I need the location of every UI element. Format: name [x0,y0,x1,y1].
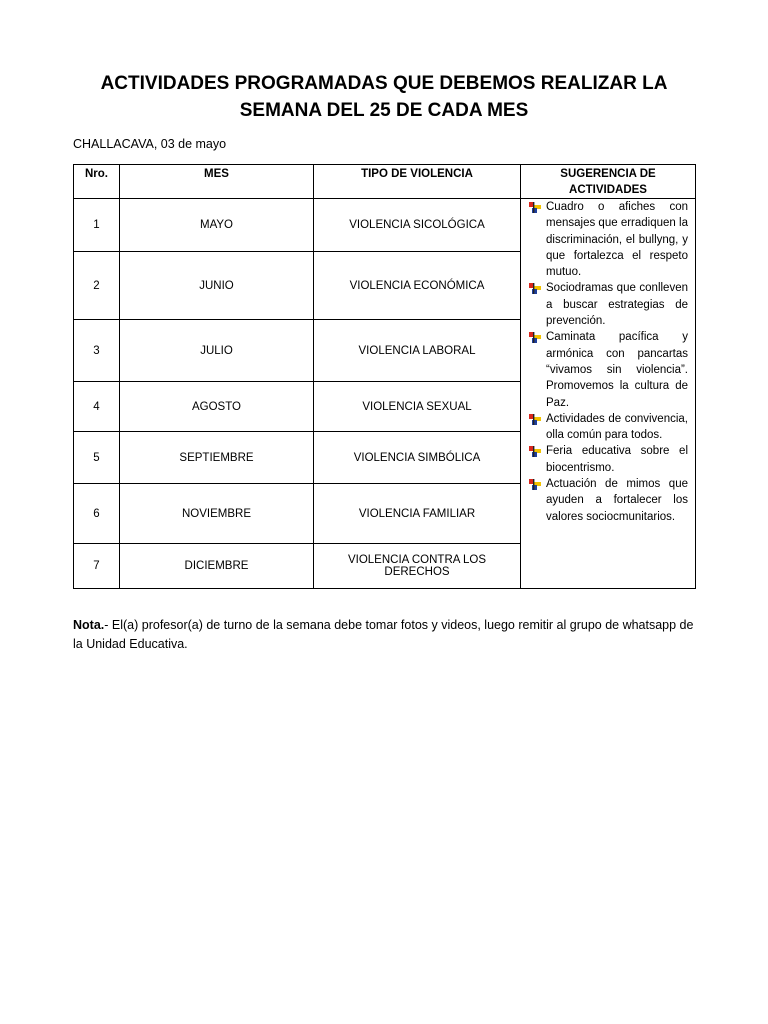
suggestion-item [529,199,688,280]
cell-mes: SEPTIEMBRE [120,432,314,484]
cell-mes: DICIEMBRE [120,544,314,589]
suggestion-item [529,411,688,444]
suggestion-text: Caminata pacífica y armónica con pancartas “vivamos sin violencia”. Promovemos la cultura de Paz. [546,331,688,409]
colored-flag-bullet-icon [529,202,541,213]
cell-nro: 5 [74,432,120,484]
colored-flag-bullet-icon [529,414,541,425]
cell-mes: AGOSTO [120,382,314,432]
suggestion-item [529,476,688,525]
suggestion-item [529,280,688,329]
note-label: Nota. [73,618,105,632]
suggestions-list [529,199,688,525]
suggestion-text: Actividades de convivencia, olla común para todos. [546,412,688,442]
cell-tipo: VIOLENCIA SIMBÓLICA [314,432,521,484]
suggestion-text: Cuadro o afiches con mensajes que erradiquen la discriminación, el bullyng, y que fortalezca el respeto mutuo. [546,201,688,279]
suggestion-text: Sociodramas que conlleven a buscar estrategias de prevención. [546,282,688,328]
suggestion-text: Feria educativa sobre el biocentrismo. [546,445,688,474]
place-date: CHALLACAVA, 03 de mayo [73,137,227,151]
cell-tipo: VIOLENCIA ECONÓMICA [314,252,521,320]
colored-flag-bullet-icon [529,479,541,490]
header-sugerencia-line-2: ACTIVIDADES [569,184,647,196]
cell-tipo: VIOLENCIA FAMILIAR [314,484,521,544]
colored-flag-bullet-icon [529,283,541,294]
header-nro: Nro. [74,165,120,199]
cell-nro: 4 [74,382,120,432]
header-sugerencia [521,165,696,199]
cell-nro: 6 [74,484,120,544]
cell-nro: 2 [74,252,120,320]
table-header-row [74,165,696,199]
cell-tipo: VIOLENCIA CONTRA LOS DERECHOS [314,544,521,589]
note-text: - El(a) profesor(a) de turno de la semana debe tomar fotos y videos, luego remitir al grupo de whatsapp de la Unidad Educativa. [73,618,694,651]
footer-note [73,616,703,654]
cell-mes: JULIO [120,320,314,382]
suggestion-item [529,329,688,410]
suggestion-item [529,443,688,476]
document-title [60,70,708,124]
header-mes: MES [120,165,314,199]
cell-nro: 3 [74,320,120,382]
cell-mes: JUNIO [120,252,314,320]
title-line-2: SEMANA DEL 25 DE CADA MES [239,100,529,121]
cell-tipo: VIOLENCIA SEXUAL [314,382,521,432]
activities-table [73,164,696,589]
suggestion-text: Actuación de mimos que ayuden a fortalecer los valores sociocmunitarios. [546,478,688,523]
suggestions-cell [521,199,696,589]
cell-tipo: VIOLENCIA LABORAL [314,320,521,382]
cell-mes: NOVIEMBRE [120,484,314,544]
header-tipo: TIPO DE VIOLENCIA [314,165,521,199]
cell-tipo: VIOLENCIA SICOLÓGICA [314,199,521,252]
table-row [74,199,696,252]
header-sugerencia-line-1: SUGERENCIA DE [560,168,656,180]
title-line-1: ACTIVIDADES PROGRAMADAS QUE DEBEMOS REALIZAR LA [100,73,668,94]
cell-nro: 1 [74,199,120,252]
cell-mes: MAYO [120,199,314,252]
colored-flag-bullet-icon [529,332,541,343]
cell-nro: 7 [74,544,120,589]
colored-flag-bullet-icon [529,446,541,457]
